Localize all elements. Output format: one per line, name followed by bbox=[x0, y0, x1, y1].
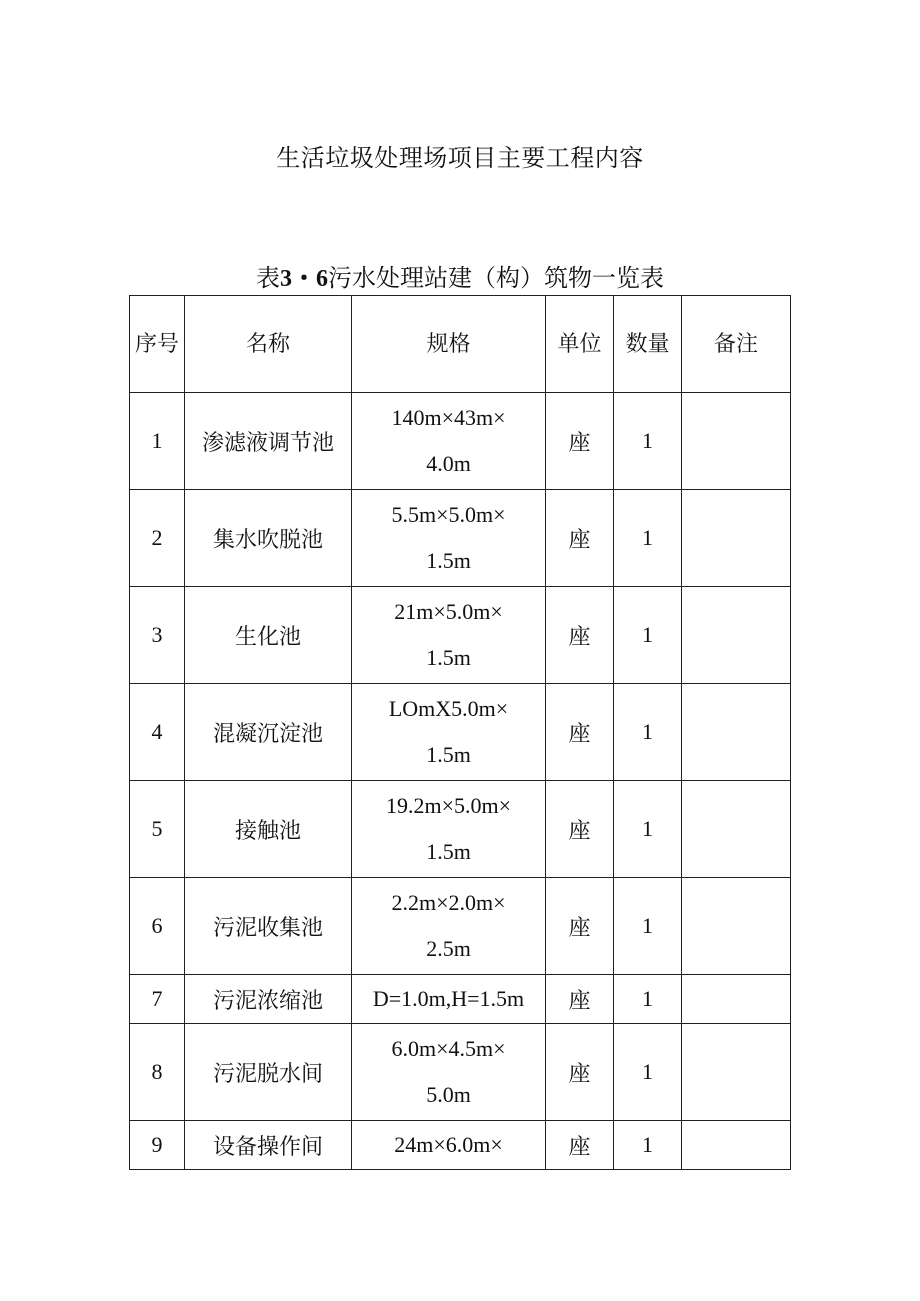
cell-no: 2 bbox=[130, 490, 185, 587]
cell-unit: 座 bbox=[546, 1121, 614, 1170]
cell-name: 污泥浓缩池 bbox=[185, 975, 352, 1024]
table-row bbox=[130, 1024, 791, 1121]
cell-note bbox=[682, 587, 791, 684]
cell-note bbox=[682, 684, 791, 781]
header-cell-spec: 规格 bbox=[352, 296, 546, 393]
cell-unit: 座 bbox=[546, 781, 614, 878]
cell-spec: 19.2m×5.0m× 1.5m bbox=[352, 781, 546, 878]
cell-note bbox=[682, 1121, 791, 1170]
cell-no: 6 bbox=[130, 878, 185, 975]
cell-qty: 1 bbox=[614, 393, 682, 490]
header-cell-no: 序号 bbox=[130, 296, 185, 393]
caption-text: 污水处理站建（构）筑物一览表 bbox=[328, 266, 664, 292]
cell-no: 4 bbox=[130, 684, 185, 781]
cell-unit: 座 bbox=[546, 490, 614, 587]
cell-name: 生化池 bbox=[185, 587, 352, 684]
cell-qty: 1 bbox=[614, 490, 682, 587]
cell-qty: 1 bbox=[614, 975, 682, 1024]
cell-unit: 座 bbox=[546, 684, 614, 781]
cell-unit: 座 bbox=[546, 1024, 614, 1121]
cell-name: 污泥收集池 bbox=[185, 878, 352, 975]
cell-name: 接触池 bbox=[185, 781, 352, 878]
cell-name: 混凝沉淀池 bbox=[185, 684, 352, 781]
cell-note bbox=[682, 781, 791, 878]
cell-qty: 1 bbox=[614, 1024, 682, 1121]
cell-note bbox=[682, 1024, 791, 1121]
cell-note bbox=[682, 975, 791, 1024]
header-cell-unit: 单位 bbox=[546, 296, 614, 393]
table-row bbox=[130, 1121, 791, 1170]
table-caption bbox=[0, 258, 920, 293]
cell-name: 渗滤液调节池 bbox=[185, 393, 352, 490]
cell-qty: 1 bbox=[614, 878, 682, 975]
cell-spec: LOmX5.0m× 1.5m bbox=[352, 684, 546, 781]
cell-note bbox=[682, 393, 791, 490]
cell-no: 1 bbox=[130, 393, 185, 490]
cell-spec: 5.5m×5.0m× 1.5m bbox=[352, 490, 546, 587]
table-row bbox=[130, 587, 791, 684]
cell-no: 7 bbox=[130, 975, 185, 1024]
cell-no: 9 bbox=[130, 1121, 185, 1170]
caption-number: 3・6 bbox=[280, 266, 328, 292]
table-row bbox=[130, 878, 791, 975]
document-title: 生活垃圾处理场项目主要工程内容 bbox=[276, 146, 644, 172]
cell-spec: 24m×6.0m× bbox=[352, 1121, 546, 1170]
facilities-table bbox=[129, 295, 791, 1170]
table-row bbox=[130, 490, 791, 587]
cell-no: 5 bbox=[130, 781, 185, 878]
caption-prefix: 表 bbox=[256, 266, 280, 292]
table-header-row bbox=[130, 296, 791, 393]
table-row bbox=[130, 975, 791, 1024]
cell-name: 设备操作间 bbox=[185, 1121, 352, 1170]
cell-spec: 21m×5.0m× 1.5m bbox=[352, 587, 546, 684]
header-cell-name: 名称 bbox=[185, 296, 352, 393]
cell-qty: 1 bbox=[614, 587, 682, 684]
table-row bbox=[130, 781, 791, 878]
table-row bbox=[130, 393, 791, 490]
cell-qty: 1 bbox=[614, 781, 682, 878]
cell-spec: D=1.0m,H=1.5m bbox=[352, 975, 546, 1024]
cell-unit: 座 bbox=[546, 975, 614, 1024]
table-row bbox=[130, 684, 791, 781]
cell-spec: 140m×43m× 4.0m bbox=[352, 393, 546, 490]
cell-unit: 座 bbox=[546, 393, 614, 490]
cell-no: 8 bbox=[130, 1024, 185, 1121]
cell-spec: 6.0m×4.5m× 5.0m bbox=[352, 1024, 546, 1121]
cell-no: 3 bbox=[130, 587, 185, 684]
cell-qty: 1 bbox=[614, 1121, 682, 1170]
cell-name: 污泥脱水间 bbox=[185, 1024, 352, 1121]
cell-name: 集水吹脱池 bbox=[185, 490, 352, 587]
cell-qty: 1 bbox=[614, 684, 682, 781]
cell-unit: 座 bbox=[546, 878, 614, 975]
cell-spec: 2.2m×2.0m× 2.5m bbox=[352, 878, 546, 975]
cell-note bbox=[682, 490, 791, 587]
cell-note bbox=[682, 878, 791, 975]
header-cell-note: 备注 bbox=[682, 296, 791, 393]
cell-unit: 座 bbox=[546, 587, 614, 684]
header-cell-qty: 数量 bbox=[614, 296, 682, 393]
